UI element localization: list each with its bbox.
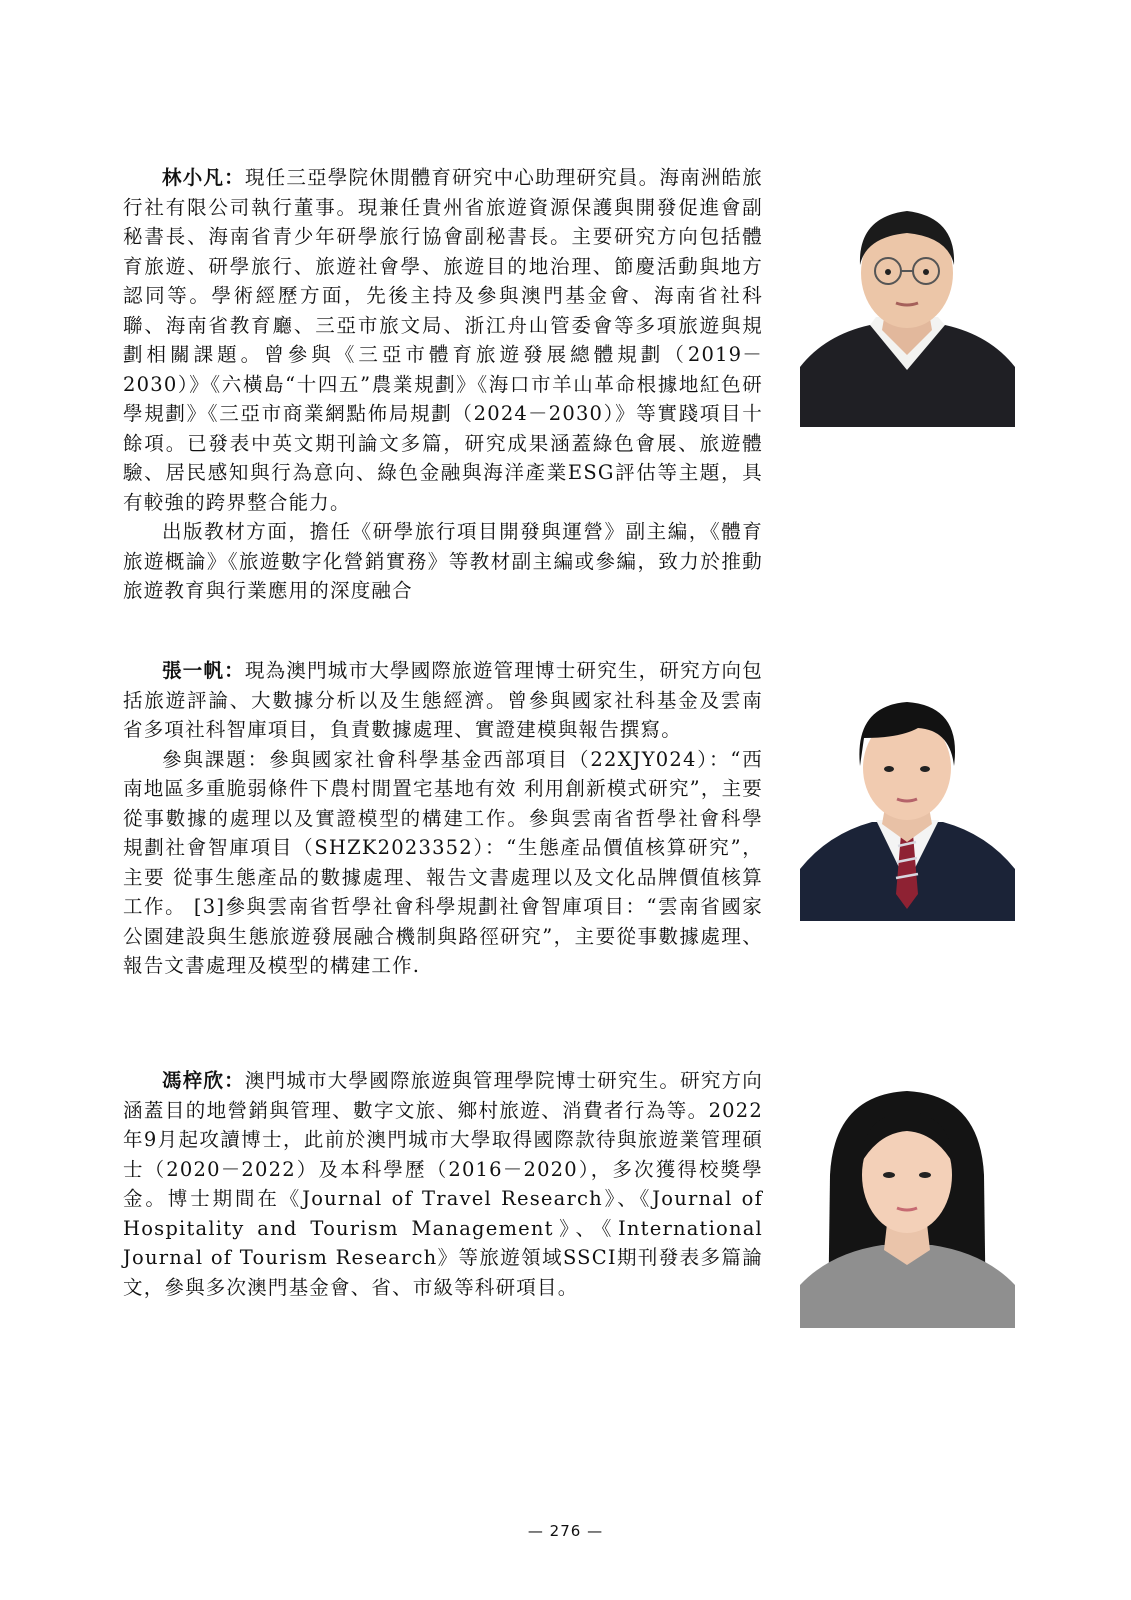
bio-block-3 — [123, 1066, 763, 1302]
page-number: — 276 — — [527, 1522, 604, 1540]
person-name: 馮梓欣： — [162, 1069, 245, 1092]
bio-paragraph — [123, 1066, 763, 1302]
bio-paragraph — [123, 656, 763, 745]
bio-text: 現為澳門城市大學國際旅遊管理博士研究生，研究方向包括旅遊評論、大數據分析以及生態經濟。曾參與國家社科基金及雲南省多項社科智庫項目，負責數據處理、實證建模與報告撰寫。 — [123, 659, 763, 741]
bio-paragraph: 出版教材方面，擔任《研學旅行項目開發與運營》副主編，《體育旅遊概論》《旅遊數字化營銷實務》等教材副主編或參編，致力於推動旅遊教育與行業應用的深度融合 — [123, 520, 763, 602]
portrait-woman-image — [800, 1075, 1015, 1328]
bio-paragraph — [123, 163, 763, 517]
bio-paragraph: 參與課題：參與國家社會科學基金西部項目（22XJY024）：“西南地區多重脆弱條件下農村閒置宅基地有效 利用創新模式研究”，主要從事數據的處理以及實證模型的構建工作。參與雲南省哲學社會科學規劃社會智庫項目（SHZK2023352）：“生態產品價值核算研究”，主要 從事生態產品的數據處理、報告文書處理以及文化品牌價值核算工作。 [3]參與雲南省哲學社會科學規劃社會智庫項目：“雲南省國家公園建設與生態旅遊發展融合機制與路徑研究”，主要從事數據處理、報告文書處理及模型的構建工作. — [123, 747, 763, 977]
portrait-photo-1 — [800, 185, 1015, 427]
person-name: 張一帆： — [162, 659, 245, 682]
bio-text: 澳門城市大學國際旅遊與管理學院博士研究生。研究方向涵蓋目的地營銷與管理、數字文旅、鄉村旅遊、消費者行為等。2022年9月起攻讀博士，此前於澳門城市大學取得國際款待與旅遊業管理碩士（2020－2022）及本科學歷（2016－2020），多次獲得校獎學金。博士期間在《Journal of Travel Research》、《Journal of Hospitality and Tourism Management》、《International Journal of Tourism Research》等旅遊領域SSCI期刊發表多篇論文，參與多次澳門基金會、省、市級等科研項目。 — [123, 1069, 763, 1299]
portrait-photo-3 — [800, 1075, 1015, 1328]
portrait-man-suit-image — [800, 684, 1015, 921]
person-name: 林小凡： — [162, 166, 245, 189]
bio-text: 現任三亞學院休閒體育研究中心助理研究員。海南洲皓旅行社有限公司執行董事。現兼任貴州省旅遊資源保護與開發促進會副秘書長、海南省青少年研學旅行協會副秘書長。主要研究方向包括體育旅遊、研學旅行、旅遊社會學、旅遊目的地治理、節慶活動與地方認同等。學術經歷方面，先後主持及參與澳門基金會、海南省社科聯、海南省教育廳、三亞市旅文局、浙江舟山管委會等多項旅遊與規劃相關課題。曾參與《三亞市體育旅遊發展總體規劃（2019－2030）》《六橫島“十四五”農業規劃》《海口市羊山革命根據地紅色研學規劃》《三亞市商業網點佈局規劃（2024－2030）》等實踐項目十餘項。已發表中英文期刊論文多篇，研究成果涵蓋綠色會展、旅遊體驗、居民感知與行為意向、綠色金融與海洋產業ESG評估等主題，具有較強的跨界整合能力。 — [123, 166, 763, 514]
bio-block-1 — [123, 163, 763, 606]
portrait-photo-2 — [800, 684, 1015, 921]
bio-block-2 — [123, 656, 763, 981]
portrait-man-glasses-image — [800, 185, 1015, 427]
